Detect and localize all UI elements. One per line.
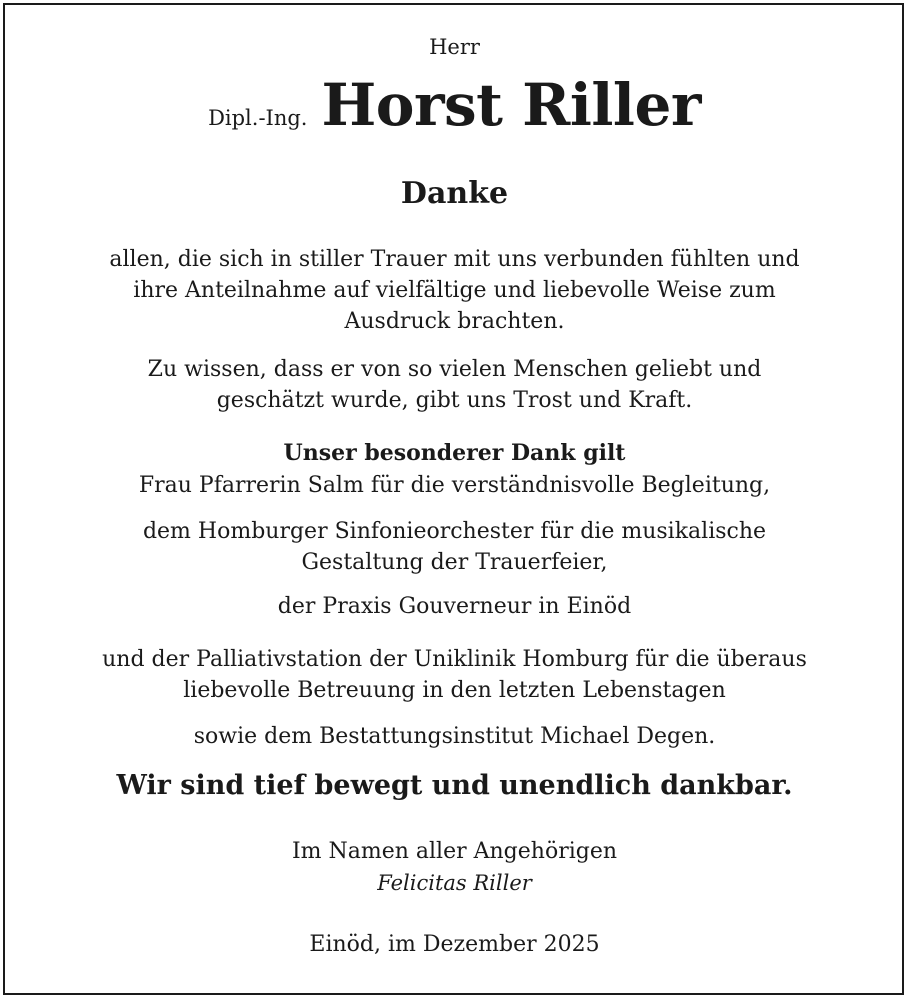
special-thanks-heading: Unser besonderer Dank gilt (283, 440, 626, 466)
paragraph-line: Gestaltung der Trauerfeier, (301, 550, 608, 575)
thanks-orchestra (0, 516, 909, 578)
paragraph-line: Ausdruck brachten. (344, 309, 565, 334)
paragraph-line: ihre Anteilnahme auf vielfältige und liebevolle Weise zum (133, 278, 776, 303)
thanks-heading: Danke (400, 176, 509, 211)
paragraph-line: liebevolle Betreuung in den letzten Lebenstagen (183, 678, 726, 703)
thanks-practice: der Praxis Gouverneur in Einöd (277, 594, 632, 619)
paragraph-line: Zu wissen, dass er von so vielen Menschen geliebt und (147, 357, 762, 382)
thanks-palliative-ward (0, 644, 909, 706)
deceased-name: Horst Riller (321, 71, 701, 139)
place-and-date: Einöd, im Dezember 2025 (309, 932, 600, 957)
salutation: Herr (429, 35, 480, 59)
academic-title: Dipl.-Ing. (208, 106, 308, 130)
signature-name: Felicitas Riller (377, 871, 532, 895)
deceased-name-row (0, 71, 909, 144)
paragraph-line: dem Homburger Sinfonieorchester für die musikalische (142, 519, 767, 544)
paragraph-line: geschätzt wurde, gibt uns Trost und Kraft. (216, 388, 693, 413)
thanks-funeral-home: sowie dem Bestattungsinstitut Michael Degen. (193, 724, 716, 749)
paragraph-line: und der Palliativstation der Uniklinik Homburg für die überaus (102, 647, 807, 672)
closing-statement: Wir sind tief bewegt und unendlich dankbar. (116, 770, 793, 801)
paragraph-comfort (0, 354, 909, 416)
signature-intro: Im Namen aller Angehörigen (291, 839, 618, 864)
paragraph-gratitude (0, 244, 909, 337)
paragraph-line: allen, die sich in stiller Trauer mit uns verbunden fühlten und (109, 247, 800, 272)
thanks-pastor: Frau Pfarrerin Salm für die verständnisvolle Begleitung, (138, 473, 771, 498)
